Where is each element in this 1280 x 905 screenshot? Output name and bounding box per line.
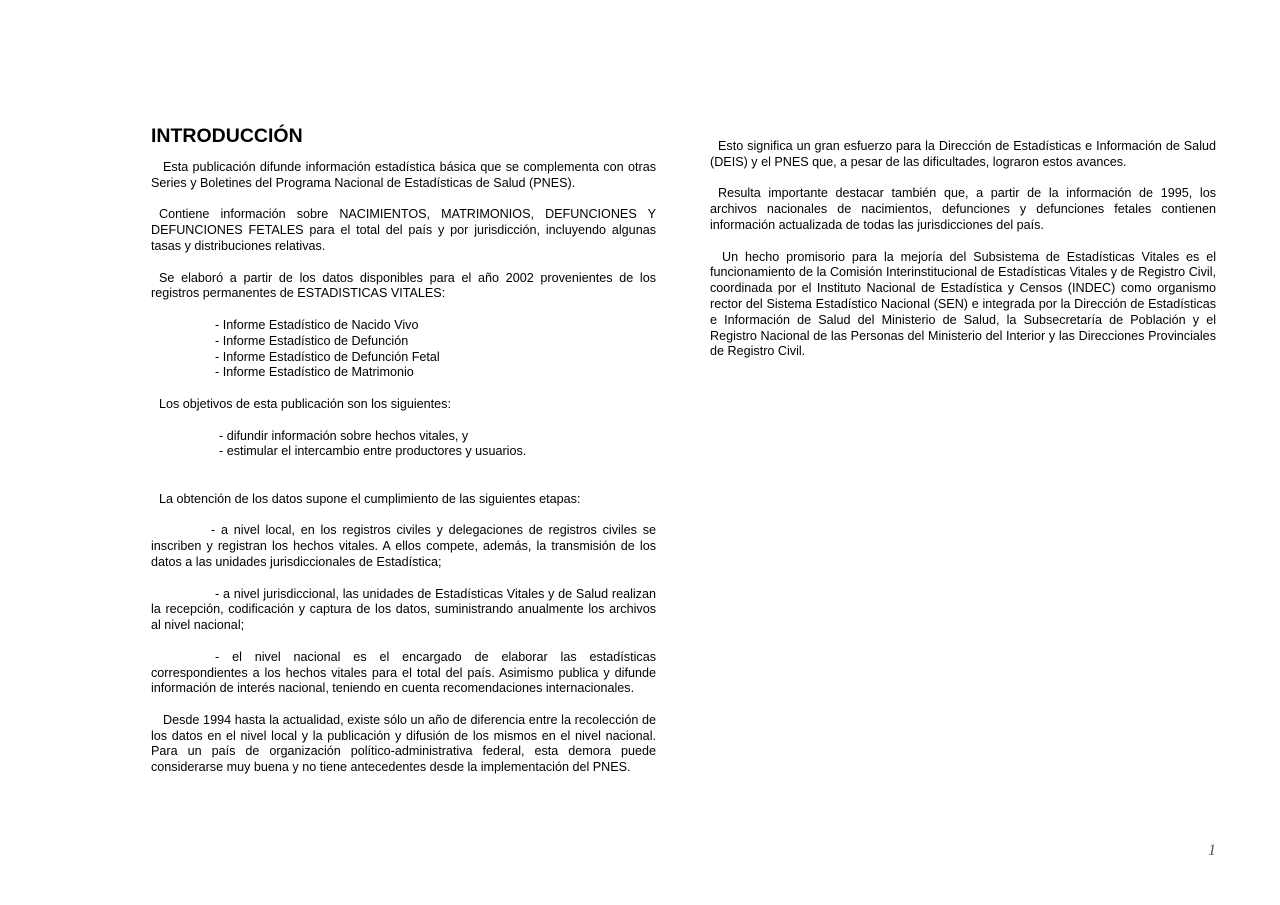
- list-item: - Informe Estadístico de Defunción: [215, 333, 409, 348]
- list-item: - Informe Estadístico de Matrimonio: [215, 365, 414, 380]
- stage-local: - a nivel local, en los registros civiles y delegaciones de registros civiles se inscriben y registran los hechos vitales. A ellos compete, además, la transmisión de los datos a las unidades jurisdiccionales de Estadística;: [151, 523, 656, 569]
- objectives-intro: Los objetivos de esta publicación son los siguientes:: [159, 396, 451, 411]
- commission-paragraph: Un hecho promisorio para la mejoría del Subsistema de Estadísticas Vitales es el funcionamiento de la Comisión Interinstitucional de Estadísticas Vitales y de Registro Civil, coordinada por el Instituto Nacional de Estadística y Censos (INDEC) como organismo rector del Sistema Estadístico Nacional (SEN) e integrada por la Dirección de Estadísticas e Información de Salud del Ministerio de Salud, la Subsecretaría de Población y el Registro Nacional de las Personas del Ministerio del Interior y las Direcciones Provinciales de Registro Civil.: [710, 249, 1216, 359]
- effort-paragraph: Esto significa un gran esfuerzo para la Dirección de Estadísticas e Información de Salud (DEIS) y el PNES que, a pesar de las dificultades, lograron estos avances.: [710, 139, 1216, 169]
- intro-paragraph-3: Se elaboró a partir de los datos disponibles para el año 2002 provenientes de los registros permanentes de ESTADISTICAS VITALES:: [151, 270, 656, 301]
- list-item: - Informe Estadístico de Defunción Fetal: [215, 349, 440, 364]
- page-title: INTRODUCCIÓN: [151, 125, 303, 147]
- timeliness-paragraph: Desde 1994 hasta la actualidad, existe sólo un año de diferencia entre la recolección de los datos en el nivel local y la publicación y difusión de los mismos en el nivel nacional. Para un país de organización político-administrativa federal, esta demora puede considerarse muy buena y no tiene antecedentes desde la implementación del PNES.: [151, 712, 656, 775]
- list-item: - Informe Estadístico de Nacido Vivo: [215, 317, 419, 332]
- list-item: - estimular el intercambio entre productores y usuarios.: [219, 444, 527, 459]
- stages-intro: La obtención de los datos supone el cumplimiento de las siguientes etapas:: [159, 491, 581, 506]
- left-column: [151, 124, 656, 792]
- intro-paragraph-2: Contiene información sobre NACIMIENTOS, MATRIMONIOS, DEFUNCIONES Y DEFUNCIONES FETALES para el total del país y por jurisdicción, incluyendo algunas tasas y distribuciones relativas.: [151, 207, 656, 253]
- reports-list: [151, 318, 656, 381]
- stage-jurisdictional: - a nivel jurisdiccional, las unidades de Estadísticas Vitales y de Salud realizan la recepción, codificación y captura de los datos, suministrando anualmente los archivos al nivel nacional;: [151, 586, 656, 633]
- page-number: 1: [1208, 842, 1216, 859]
- intro-paragraph-1: Esta publicación difunde información estadística básica que se complementa con otras Series y Boletines del Programa Nacional de Estadísticas de Salud (PNES).: [151, 160, 656, 190]
- archives-paragraph: Resulta importante destacar también que, a partir de la información de 1995, los archivos nacionales de nacimientos, defunciones y defunciones fetales contienen información actualizada de todas las jurisdicciones del país.: [710, 186, 1216, 232]
- right-column: [710, 139, 1216, 376]
- objectives-list: [151, 429, 656, 461]
- list-item: - difundir información sobre hechos vitales, y: [219, 428, 469, 443]
- stage-national: - el nivel nacional es el encargado de elaborar las estadísticas correspondientes a los hechos vitales para el total del país. Asimismo publica y difunde información de interés nacional, teniendo en cuenta recomendaciones internacionales.: [151, 649, 656, 696]
